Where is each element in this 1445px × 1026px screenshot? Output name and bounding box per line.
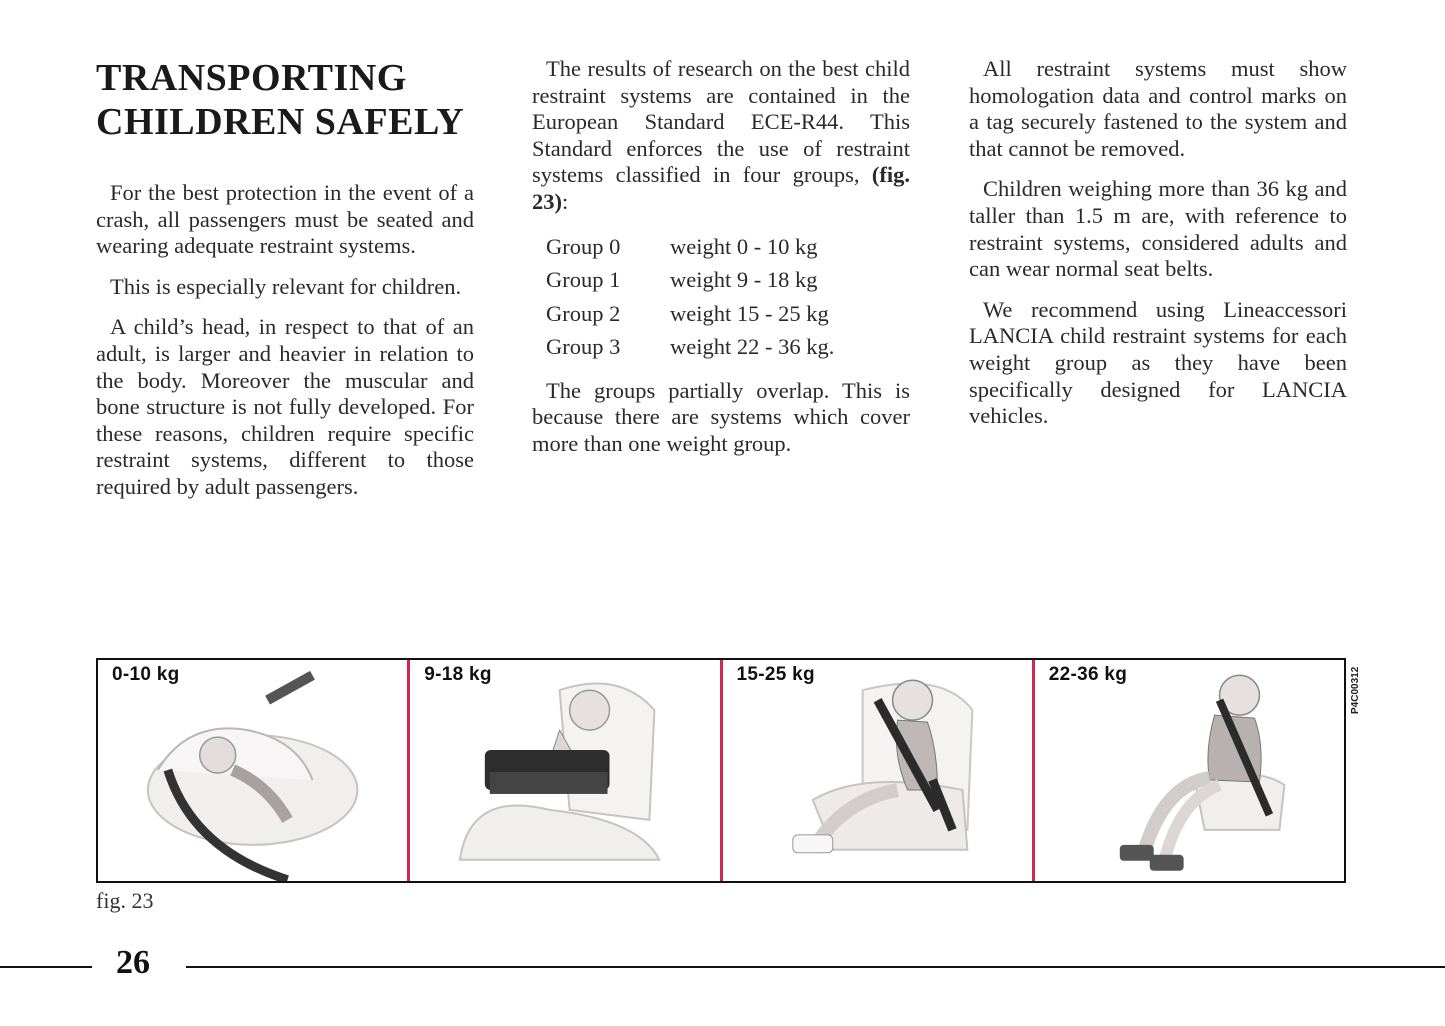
group-name: Group 2 bbox=[546, 300, 621, 326]
group-row bbox=[546, 297, 910, 331]
column-right bbox=[969, 56, 1347, 444]
panel-label: 0-10 kg bbox=[112, 664, 180, 685]
group-name: Group 3 bbox=[546, 334, 621, 360]
group-row bbox=[546, 330, 910, 364]
figure-panel-group-1 bbox=[407, 660, 719, 881]
paragraph: The groups partially overlap. This is because there are systems which cover more than one weight group. bbox=[532, 377, 910, 456]
column-left bbox=[96, 56, 474, 515]
figure-panel-group-0 bbox=[98, 660, 407, 881]
intro-text: The results of research on the best child restraint systems are contained in the European Standard ECE-R44. This Standard enforces the use of restraint systems classified in four groups, bbox=[532, 56, 910, 188]
figure-panel-group-2 bbox=[720, 660, 1032, 881]
group-row bbox=[546, 230, 910, 264]
group-weight: weight 22 - 36 kg. bbox=[670, 334, 835, 360]
paragraph: A child’s head, in respect to that of an adult, is larger and heavier in relation to the body. Moreover the muscular and bone structure is not fully developed. For these reasons, children require specific restraint systems, different to those required by adult passengers. bbox=[96, 314, 474, 499]
figure-code bbox=[1346, 658, 1368, 718]
group-weight: weight 9 - 18 kg bbox=[670, 267, 818, 293]
child-seat-with-shield-illustration bbox=[410, 660, 719, 881]
group-name: Group 1 bbox=[546, 267, 621, 293]
panel-label: 15-25 kg bbox=[736, 664, 815, 685]
column-middle bbox=[532, 56, 910, 471]
group-weight: weight 0 - 10 kg bbox=[670, 233, 818, 259]
group-name: Group 0 bbox=[546, 233, 621, 259]
paragraph: For the best protection in the event of a crash, all passengers must be seated and wearing adequate restraint systems. bbox=[96, 180, 474, 259]
booster-seat-with-belt-illustration bbox=[723, 660, 1032, 881]
booster-cushion-illustration bbox=[1035, 660, 1344, 881]
figure-reference: (fig. 23) bbox=[532, 162, 910, 214]
figure-caption: fig. 23 bbox=[96, 888, 154, 913]
title-line-1: TRANSPORTING bbox=[96, 57, 407, 99]
paragraph: All restraint systems must show homologation data and control marks on a tag securely fastened to the system and that cannot be removed. bbox=[969, 56, 1347, 161]
paragraph-intro bbox=[532, 56, 910, 216]
group-weight: weight 15 - 25 kg bbox=[670, 300, 829, 326]
figure-23 bbox=[96, 658, 1346, 883]
figure-code-text: P4C00312 bbox=[1350, 666, 1361, 714]
infant-carrier-illustration bbox=[98, 660, 407, 881]
figure-panel-group-3 bbox=[1032, 660, 1344, 881]
footer-rule-right bbox=[186, 966, 1445, 968]
panel-label: 9-18 kg bbox=[424, 664, 492, 685]
paragraph: Children weighing more than 36 kg and taller than 1.5 m are, with reference to restraint systems, considered adults and can wear normal seat belts. bbox=[969, 176, 1347, 282]
footer-rule-left bbox=[0, 966, 92, 968]
panel-label: 22-36 kg bbox=[1048, 664, 1128, 685]
group-list bbox=[546, 230, 910, 364]
paragraph: We recommend using Lineaccessori LANCIA child restraint systems for each weight group as they have been specifically designed for LANCIA vehicles. bbox=[969, 296, 1347, 429]
page-title bbox=[96, 56, 474, 144]
page-number: 26 bbox=[116, 944, 150, 981]
group-row bbox=[546, 263, 910, 297]
title-line-2: CHILDREN SAFELY bbox=[96, 101, 465, 143]
intro-end: : bbox=[562, 188, 569, 214]
paragraph: This is especially relevant for children. bbox=[110, 273, 462, 299]
